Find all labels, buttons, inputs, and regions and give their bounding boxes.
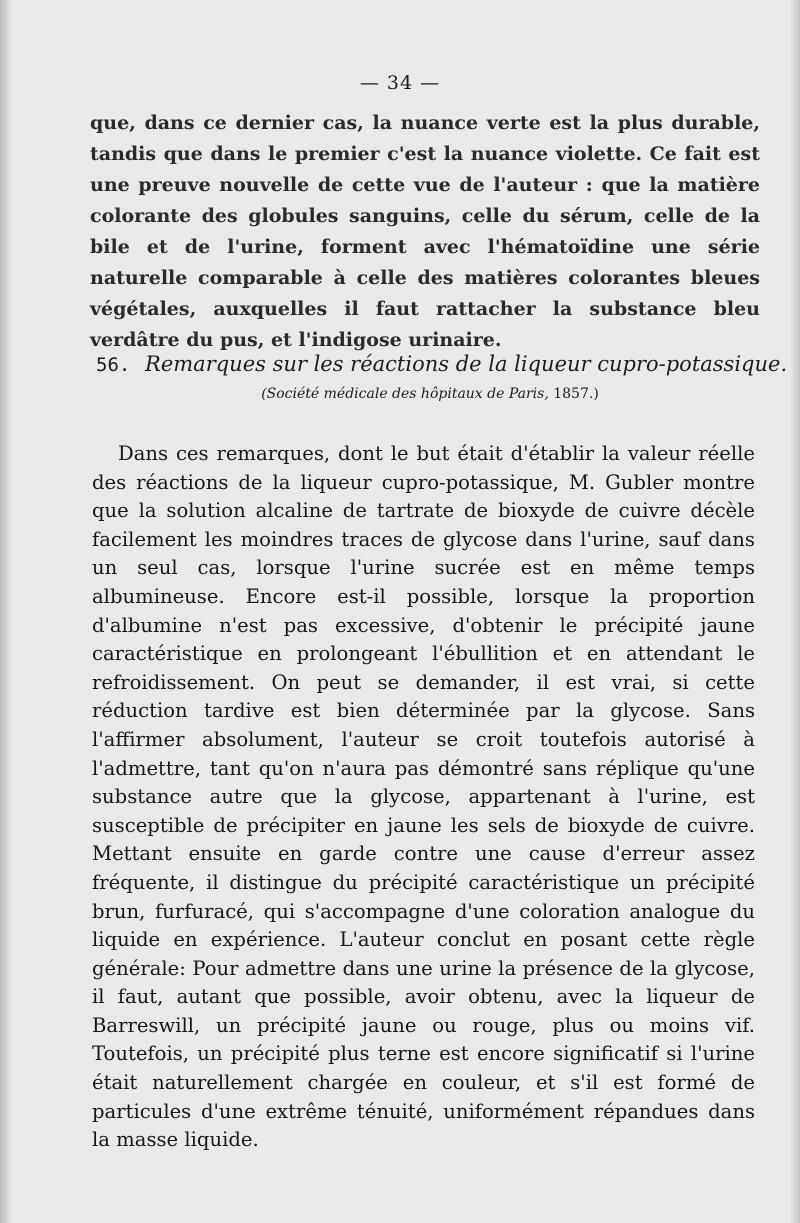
section-title: Remarques sur les réactions de la liqueur cupro-potassique.: [145, 352, 788, 376]
source-journal: (Société médicale des hôpitaux de Paris,: [261, 386, 549, 402]
page-number: — 34 —: [359, 72, 441, 94]
section-number: 56.: [96, 354, 131, 376]
body-paragraph: Dans ces remarques, dont le but était d'établir la valeur réelle des réactions de la liqueur cupro-potassique, M. Gubler montre que la solution alcaline de tartrate de bioxyde de cuivre décèle facilement les moindres traces de glycose dans l'urine, sauf dans un seul cas, lorsque l'urine sucrée est en même temps albumineuse. Encore est-il possible, lorsque la proportion d'albumine n'est pas excessive, d'obtenir le précipité jaune caractéristique en prolongeant l'ébullition et en attendant le refroidissement. On peut se demander, il est vrai, si cette réduction tardive est bien déterminée par la glycose. Sans l'affirmer absolument, l'auteur se croit toutefois autorisé à l'admettre, tant qu'on n'aura pas démontré sans réplique qu'une substance autre que la glycose, appartenant à l'urine, est susceptible de précipiter en jaune les sels de bioxyde de cuivre. Mettant ensuite en garde contre une cause d'erreur assez fréquente, il distingue du précipité caractéristique un précipité brun, furfuracé, qui s'accompagne d'une coloration analogue du liquide en expérience. L'auteur conclut en posant cette règle générale: Pour admettre dans une urine la présence de la glycose, il faut, autant que possible, avoir obtenu, avec la liqueur de Barreswill, un précipité jaune ou rouge, plus ou moins vif. Toutefois, un précipité plus terne est encore significatif si l'urine était naturellement chargée en couleur, et s'il est formé de particules d'une extrême ténuité, uniformément répandues dans la masse liquide.: [92, 442, 755, 1152]
source-year: 1857.): [548, 386, 599, 402]
section-body: [92, 440, 755, 1155]
section-source: [0, 386, 800, 402]
page-edge-right: [790, 0, 800, 1223]
section-heading: [96, 350, 788, 379]
page-edge-left: [0, 0, 12, 1223]
intro-paragraph: que, dans ce dernier cas, la nuance verte est la plus durable, tandis que dans le premier c'est la nuance violette. Ce fait est une preuve nouvelle de cette vue de l'auteur : que la matière colorante des globules sanguins, celle du sérum, celle de la bile et de l'urine, forment avec l'hématoïdine une série naturelle comparable à celle des matières colorantes bleues végétales, auxquelles il faut rattacher la substance bleu verdâtre du pus, et l'indigose urinaire.: [90, 112, 760, 351]
